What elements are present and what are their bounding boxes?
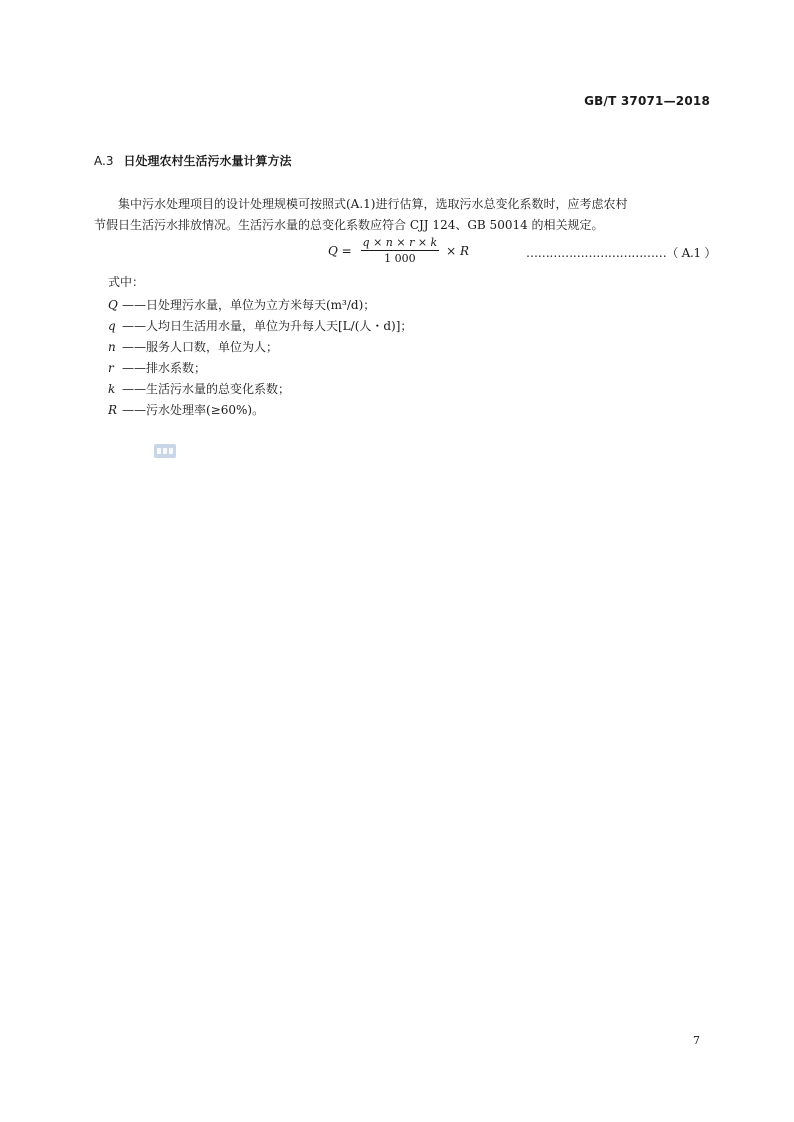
definition-item — [108, 401, 264, 418]
definition-item — [108, 296, 375, 313]
definition-item — [108, 380, 290, 397]
definitions-intro: 式中： — [108, 275, 145, 289]
standard-number: GB/T 37071—2018 — [584, 94, 710, 108]
formula-rhs-operator: × — [446, 243, 457, 258]
section-title: 日处理农村生活污水量计算方法 — [123, 154, 292, 168]
definition-text: ——污水处理率(≥60%)。 — [122, 403, 265, 417]
definition-symbol: Q — [108, 298, 118, 312]
formula-reference: ………………………………（ A.1 ） — [526, 246, 717, 260]
definition-item — [108, 338, 278, 355]
definition-text: ——日处理污水量，单位为立方米每天(m³/d)； — [122, 298, 376, 312]
section-number: A.3 — [94, 154, 114, 168]
definition-text: ——服务人口数，单位为人； — [122, 340, 279, 354]
definition-text: ——排水系数； — [122, 361, 207, 375]
definition-symbol: k — [108, 382, 116, 396]
definition-text: ——人均日生活用水量，单位为升每人天[L/(人・d)]； — [122, 319, 413, 333]
formula-numerator: q × n × r × k — [362, 236, 438, 249]
formula-a1 — [328, 236, 469, 265]
formula-fraction — [361, 236, 440, 265]
formula-rhs — [446, 244, 469, 258]
formula-rhs-variable: R — [459, 243, 469, 258]
formula-denominator: 1 000 — [384, 252, 416, 265]
watermark-logo-icon — [154, 443, 176, 457]
definition-symbol: n — [108, 340, 116, 354]
definition-symbol: q — [108, 319, 116, 333]
definition-item — [108, 359, 206, 376]
page-number: 7 — [693, 1034, 700, 1047]
formula-lhs: Q = — [328, 243, 352, 258]
definition-symbol: r — [108, 361, 114, 375]
paragraph-line-1: 集中污水处理项目的设计处理规模可按照式(A.1)进行估算，选取污水总变化系数时，应考虑农村 — [118, 197, 628, 211]
section-heading — [94, 152, 291, 169]
definition-item — [108, 317, 412, 334]
paragraph-line-2: 节假日生活污水排放情况。生活污水量的总变化系数应符合 CJJ 124、GB 50014 的相关规定。 — [94, 218, 604, 232]
definition-symbol: R — [108, 403, 118, 417]
definition-text: ——生活污水量的总变化系数； — [122, 382, 291, 396]
